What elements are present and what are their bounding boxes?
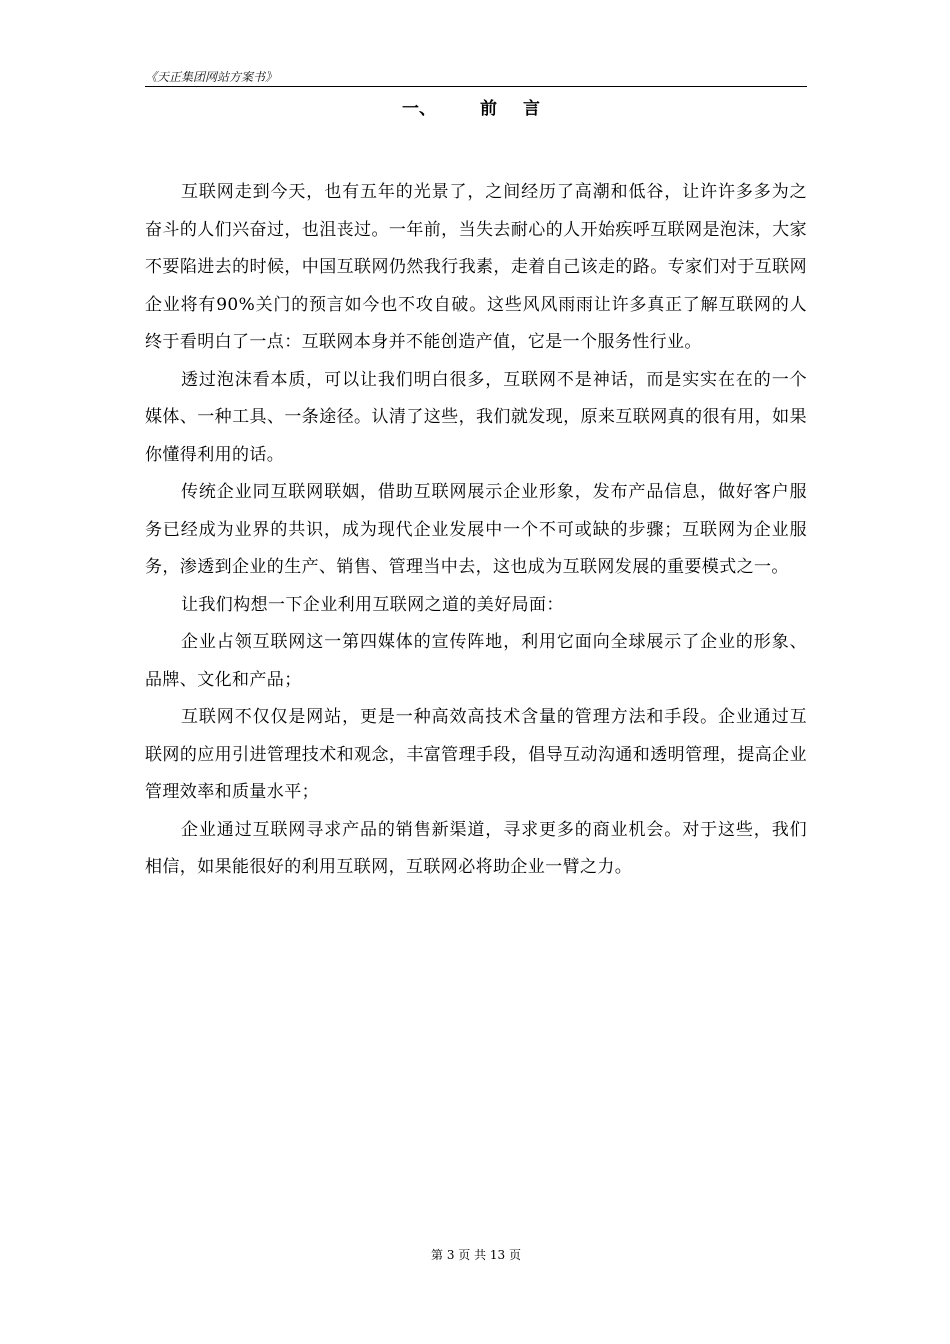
paragraph: 互联网不仅仅是网站，更是一种高效高技术含量的管理方法和手段。企业通过互联网的应用引进管理技术和观念，丰富管理手段，倡导互动沟通和透明管理，提高企业管理效率和质量水平； xyxy=(145,707,807,802)
section-number: 一、 xyxy=(402,99,437,119)
section-heading: 前 言 xyxy=(480,99,550,119)
paragraph: 企业占领互联网这一第四媒体的宣传阵地，利用它面向全球展示了企业的形象、品牌、文化和产品； xyxy=(145,632,807,690)
paragraph: 企业通过互联网寻求产品的销售新渠道，寻求更多的商业机会。对于这些，我们相信，如果能很好的利用互联网，互联网必将助企业一臂之力。 xyxy=(145,819,807,877)
page-footer xyxy=(145,1247,807,1263)
paragraph: 互联网走到今天，也有五年的光景了，之间经历了高潮和低谷，让许许多多为之奋斗的人们兴奋过，也沮丧过。一年前，当失去耐心的人开始疾呼互联网是泡沫，大家不要陷进去的时候，中国互联网仍然我行我素，走着自己该走的路。专家们对于互联网企业将有90%关门的预言如今也不攻自破。这些风风雨雨让许多真正了解互联网的人终于看明白了一点：互联网本身并不能创造产值，它是一个服务性行业。 xyxy=(145,182,807,352)
paragraph: 让我们构想一下企业利用互联网之道的美好局面： xyxy=(181,594,564,615)
page-header xyxy=(145,66,807,87)
body-text xyxy=(145,174,807,887)
section-title xyxy=(145,96,807,122)
page-number: 第 3 页 共 13 页 xyxy=(431,1248,521,1262)
paragraph: 透过泡沫看本质，可以让我们明白很多，互联网不是神话，而是实实在在的一个媒体、一种工具、一条途径。认清了这些，我们就发现，原来互联网真的很有用，如果你懂得利用的话。 xyxy=(145,369,807,465)
paragraph: 传统企业同互联网联姻，借助互联网展示企业形象，发布产品信息，做好客户服务已经成为业界的共识，成为现代企业发展中一个不可或缺的步骤；互联网为企业服务，渗透到企业的生产、销售、管理当中去，这也成为互联网发展的重要模式之一。 xyxy=(145,482,807,577)
document-title: 《天正集团网站方案书》 xyxy=(145,70,278,84)
